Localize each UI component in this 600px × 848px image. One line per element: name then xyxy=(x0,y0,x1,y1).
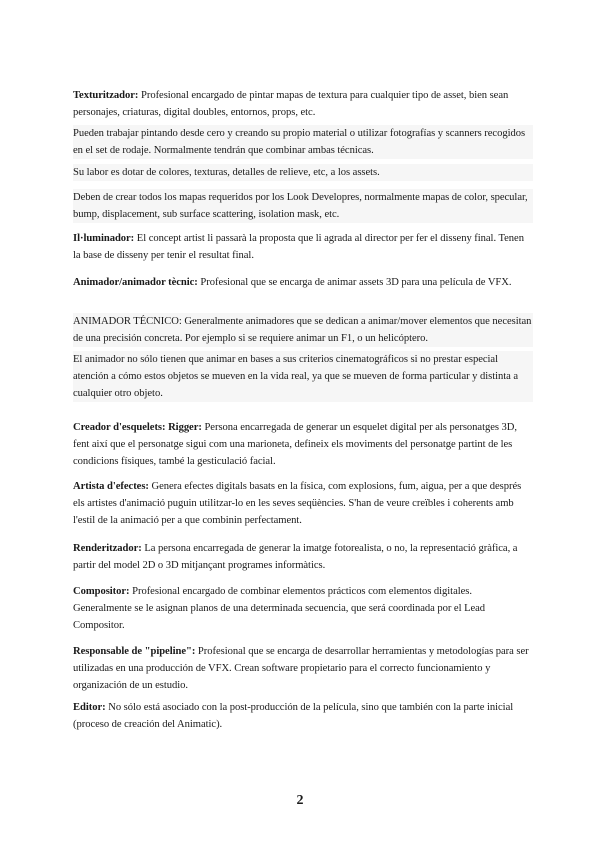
texturitzador-text: Profesional encargado de pintar mapas de textura para cualquier tipo de asset, bien sean personajes, criaturas, digital doubles, entornos, props, etc. xyxy=(73,90,509,118)
renderitzador-text: La persona encarregada de generar la imatge fotorealista, o no, la representació gràfica, a partir del model 2D o 3D mitjançant programes informàtics. xyxy=(73,543,518,571)
texturitzador-paragraph-4: Deben de crear todos los mapas requeridos por los Look Developres, normalmente mapas de color, specular, bump, displacement, sub surface scattering, isolation mask, etc. xyxy=(73,189,533,223)
animador-text: Profesional que se encarga de animar assets 3D para una película de VFX. xyxy=(200,277,512,288)
il-luminador-text: El concept artist li passarà la proposta que li agrada al director per fer el disseny final. Tenen la base de disseny per tenir el resultat final. xyxy=(73,233,524,261)
animador-paragraph xyxy=(73,274,533,291)
renderitzador-paragraph xyxy=(73,540,533,574)
efectes-term: Artista d'efectes: xyxy=(73,481,149,492)
rigger-term: Creador d'esquelets: Rigger: xyxy=(73,422,202,433)
texturitzador-term: Texturitzador: xyxy=(73,90,139,101)
il-luminador-term: Il·luminador: xyxy=(73,233,135,244)
editor-text: No sólo está asociado con la post-producción de la película, sino que también con la parte inicial (proceso de creación del Animatic). xyxy=(73,702,514,730)
texturitzador-paragraph-2: Pueden trabajar pintando desde cero y creando su propio material o utilizar fotografías y scanners recogidos en el set de rodaje. Normalmente tendrán que combinar ambas técnicas. xyxy=(73,125,533,159)
animador-paragraph-3: El animador no sólo tienen que animar en bases a sus criterios cinematográficos si no prestar especial atención a cómo estos objetos se mueven en la vida real, ya que se mueven de forma particular y distinta a cualquier otro objeto. xyxy=(73,351,533,402)
compositor-term: Compositor: xyxy=(73,586,130,597)
editor-paragraph xyxy=(73,699,533,733)
texturitzador-paragraph-3: Su labor es dotar de colores, texturas, detalles de relieve, etc, a los assets. xyxy=(73,164,533,181)
pipeline-text: Profesional que se encarga de desarrollar herramientas y metodologías para ser utilizadas en una producción de VFX. Crean software propietario para el correcto funcionamiento y organización de un estudio. xyxy=(73,646,529,691)
animador-tecnico-paragraph: ANIMADOR TÉCNICO: Generalmente animadores que se dedican a animar/mover elementos que necesitan de una precisión concreta. Por ejemplo si se requiere animar un F1, o un helicóptero. xyxy=(73,313,533,347)
pipeline-term: Responsable de "pipeline": xyxy=(73,646,196,657)
compositor-text: Profesional encargado de combinar elementos prácticos com elementos digitales. Generalmente se le asignan planos de una determinada secuencia, que será coordinada por el Lead Compositor. xyxy=(73,586,486,631)
editor-term: Editor: xyxy=(73,702,106,713)
animador-term: Animador/animador tècnic: xyxy=(73,277,198,288)
efectes-paragraph xyxy=(73,478,533,529)
efectes-text: Genera efectes digitals basats en la física, com explosions, fum, aigua, per a que després els artistes d'animació puguin utilitzar-lo en les seves seqüències. S'han de veure creïbles i coherents amb l'estil de la animació per a que combinin perfectament. xyxy=(73,481,522,526)
texturitzador-paragraph xyxy=(73,87,533,121)
page-number: 2 xyxy=(296,793,304,808)
compositor-paragraph xyxy=(73,583,533,634)
rigger-text: Persona encarregada de generar un esquelet digital per als personatges 3D, fent així que el personatge sigui com una marioneta, defineix els moviments del personatge partint de les condicions físiques, també la gesticulació facial. xyxy=(73,422,517,467)
pipeline-paragraph xyxy=(73,643,533,694)
il-luminador-paragraph xyxy=(73,230,533,264)
renderitzador-term: Renderitzador: xyxy=(73,543,142,554)
rigger-paragraph xyxy=(73,419,533,470)
